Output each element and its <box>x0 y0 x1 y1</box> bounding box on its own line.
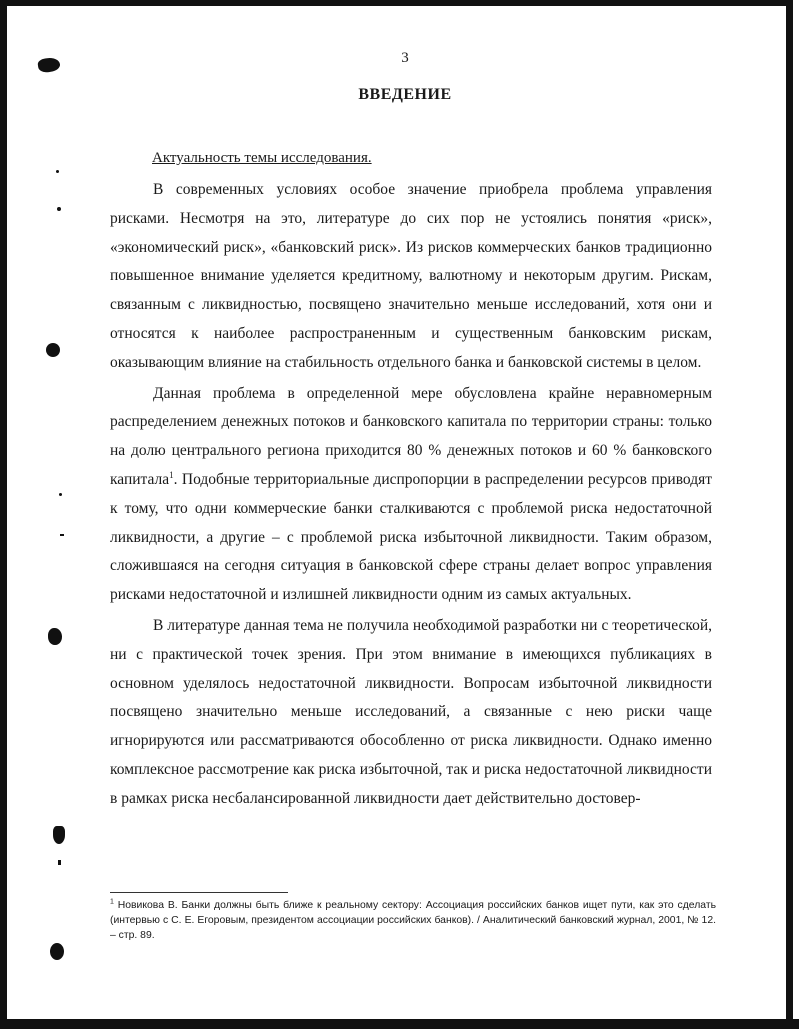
scan-speck <box>59 493 62 496</box>
paragraph-2-part-1: Данная проблема в определенной мере обусловлена крайне неравномерным распределением денежных потоков и банковского капитала по территории страны: только на долю центрального региона приходится 80 % денежных потоков и 60 % банковского капитала <box>110 384 712 488</box>
punch-hole-mark <box>48 628 62 645</box>
punch-hole-mark <box>50 943 64 960</box>
scan-speck <box>57 207 61 211</box>
paragraph-2 <box>110 380 712 610</box>
scan-speck <box>58 860 61 865</box>
scan-border-right <box>786 0 793 1029</box>
scan-speck <box>56 170 59 173</box>
page-number: 3 <box>401 50 409 66</box>
punch-hole-mark <box>46 343 60 357</box>
scan-border-left <box>0 0 7 1029</box>
paragraph-1: В современных условиях особое значение приобрела проблема управления рисками. Несмотря на это, литературе до сих пор не устоялись понятия «риск», «экономический риск», «банковский риск». Из рисков коммерческих банков традиционно повышенное внимание уделяется кредитному, валютному и некоторым другим. Рискам, связанным с ликвидностью, посвящено значительно меньше исследований, хотя они и относятся к наиболее распространенным и существенным банковским рискам, оказывающим влияние на стабильность отдельного банка и банковской системы в целом. <box>110 181 712 371</box>
punch-hole-mark <box>53 826 65 844</box>
paragraph-2-part-2: . Подобные территориальные диспропорции в распределении ресурсов приводят к тому, что одни коммерческие банки сталкиваются с проблемой риска недостаточной ликвидности, а другие – с проблемой риска избыточной ликвидности. Таким образом, сложившаяся на сегодня ситуация в банковской сфере страны делает вопрос управления рисками недостаточной и излишней ликвидности одним из самых актуальных. <box>110 470 712 604</box>
scan-margin-right <box>793 0 799 1029</box>
scan-speck <box>37 57 61 74</box>
footnote-mark: 1 <box>110 898 114 906</box>
scan-speck <box>60 534 64 536</box>
scan-border-bottom <box>0 1019 799 1029</box>
section-subtitle: Актуальность темы исследования. <box>152 150 372 166</box>
footnote-text: Новикова В. Банки должны быть ближе к реальному сектору: Ассоциация российских банков ищет пути, как это сделать (интервью с С. Е. Егоровым, президентом ассоциации российских банков). / Аналитический банковский журнал, 2001, № 12. – стр. 89. <box>110 900 716 941</box>
page-title: ВВЕДЕНИЕ <box>358 86 452 103</box>
paragraph-3: В литературе данная тема не получила необходимой разработки ни с теоретической, ни с практической точек зрения. При этом внимание в имеющихся публикациях в основном уделялось недостаточной ликвидности. Вопросам избыточной ликвидности посвящено значительно меньше исследований, а связанные с нею риски чаще игнорируются или рассматриваются обособленно от риска ликвидности. Однако именно комплексное рассмотрение как риска избыточной, так и риска недостаточной ликвидности в рамках риска несбалансированной ликвидности дает действительно достовер- <box>110 616 712 807</box>
footnote <box>110 898 716 943</box>
footnote-divider <box>110 892 288 893</box>
body-text <box>110 176 712 814</box>
footnote-reference: 1 <box>169 469 174 480</box>
scan-border-top <box>0 0 799 6</box>
